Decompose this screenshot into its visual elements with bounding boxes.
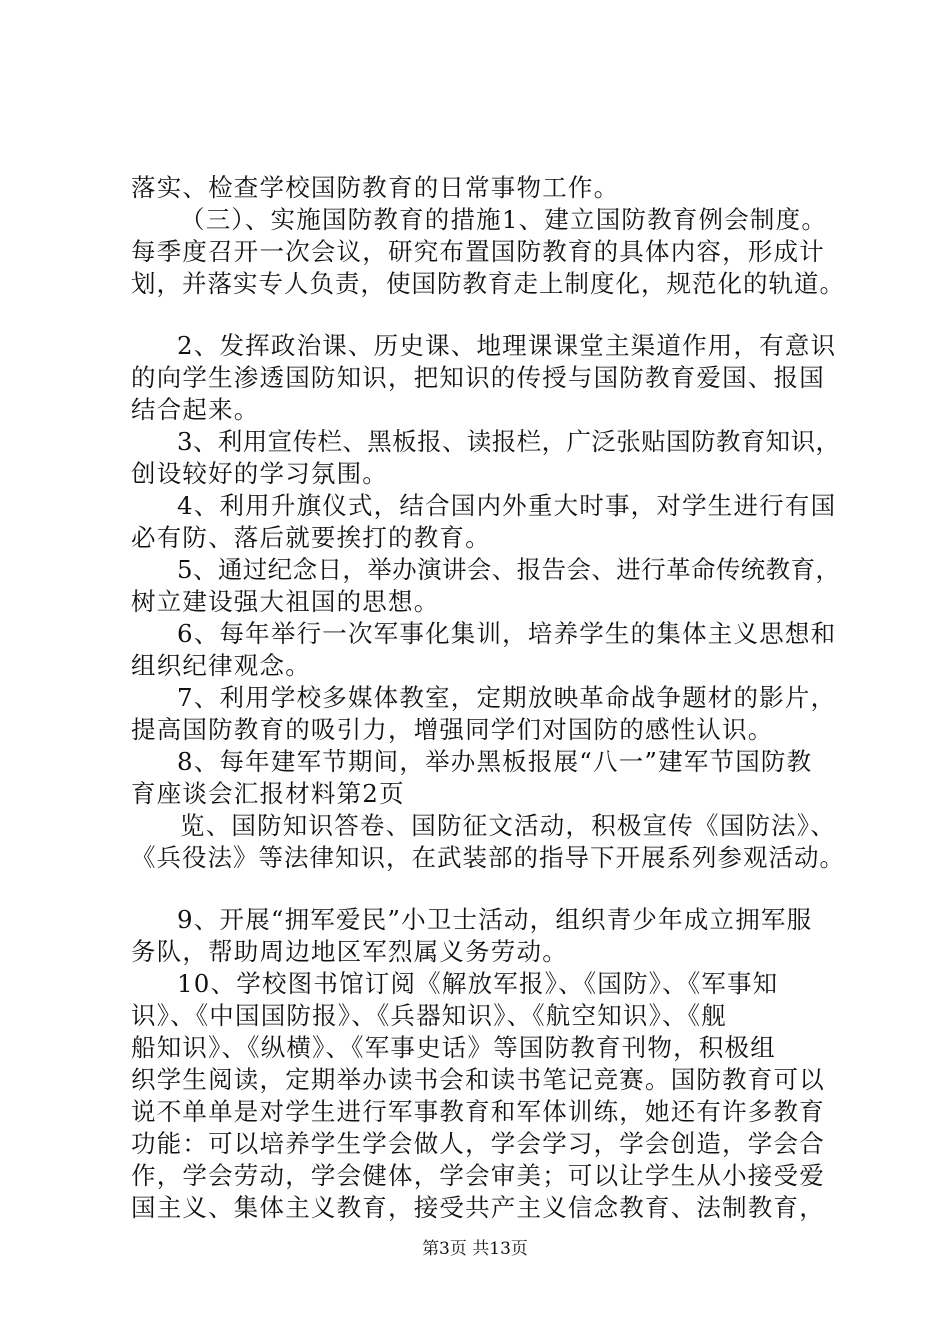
text-line: （三）、实施国防教育的措施1、建立国防教育例会制度。 bbox=[180, 205, 828, 234]
text-line: 2、发挥政治课、历史课、地理课课堂主渠道作用，有意识 bbox=[177, 331, 837, 360]
text-line: 3、利用宣传栏、黑板报、读报栏，广泛张贴国防教育知识， bbox=[177, 427, 841, 456]
text-line: 7、利用学校多媒体教室，定期放映革命战争题材的影片， bbox=[177, 683, 837, 712]
text-line: 务队，帮助周边地区军烈属义务劳动。 bbox=[131, 937, 568, 966]
text-line: 6、每年举行一次军事化集训，培养学生的集体主义思想和 bbox=[177, 619, 837, 648]
text-line: 览、国防知识答卷、国防征文活动，积极宣传《国防法》、 bbox=[180, 811, 836, 840]
text-line: 船知识》、《纵横》、《军事史话》等国防教育刊物，积极组 bbox=[131, 1033, 776, 1062]
text-line: 8、每年建军节期间，举办黑板报展“八一”建军节国防教 bbox=[177, 747, 813, 776]
text-line: 创设较好的学习氛围。 bbox=[131, 459, 388, 488]
text-line: 组织纪律观念。 bbox=[131, 651, 311, 680]
text-line: 落实、检查学校国防教育的日常事物工作。 bbox=[131, 173, 620, 202]
text-line: 《兵役法》等法律知识，在武装部的指导下开展系列参观活动。 bbox=[131, 843, 845, 872]
text-line: 5、通过纪念日，举办演讲会、报告会、进行革命传统教育， bbox=[177, 555, 841, 584]
text-line: 作，学会劳动，学会健体，学会审美；可以让学生从小接受爱 bbox=[131, 1161, 825, 1190]
text-line: 结合起来。 bbox=[131, 395, 260, 424]
text-line: 划，并落实专人负责，使国防教育走上制度化，规范化的轨道。 bbox=[131, 269, 845, 298]
text-line: 树立建设强大祖国的思想。 bbox=[131, 587, 440, 616]
text-line: 10、学校图书馆订阅《解放军报》、《国防》、《军事知 bbox=[177, 969, 779, 998]
text-line: 识》、《中国国防报》、《兵器知识》、《航空知识》、《舰 bbox=[131, 1001, 727, 1030]
text-line: 每季度召开一次会议，研究布置国防教育的具体内容，形成计 bbox=[131, 237, 825, 266]
text-line: 必有防、落后就要挨打的教育。 bbox=[131, 523, 491, 552]
text-line: 国主义、集体主义教育，接受共产主义信念教育、法制教育， bbox=[131, 1193, 825, 1222]
text-line: 说不单单是对学生进行军事教育和军体训练，她还有许多教育 bbox=[131, 1097, 825, 1126]
text-line: 9、开展“拥军爱民”小卫士活动，组织青少年成立拥军服 bbox=[177, 905, 813, 934]
text-line: 育座谈会汇报材料第2页 bbox=[131, 779, 405, 808]
text-line: 织学生阅读，定期举办读书会和读书笔记竞赛。国防教育可以 bbox=[131, 1065, 825, 1094]
text-line: 功能：可以培养学生学会做人，学会学习，学会创造，学会合 bbox=[131, 1129, 825, 1158]
text-line: 4、利用升旗仪式，结合国内外重大时事，对学生进行有国 bbox=[177, 491, 837, 520]
text-line: 提高国防教育的吸引力，增强同学们对国防的感性认识。 bbox=[131, 715, 774, 744]
page-footer: 第3页 共13页 bbox=[422, 1239, 528, 1259]
text-line: 的向学生渗透国防知识，把知识的传授与国防教育爱国、报国 bbox=[131, 363, 825, 392]
